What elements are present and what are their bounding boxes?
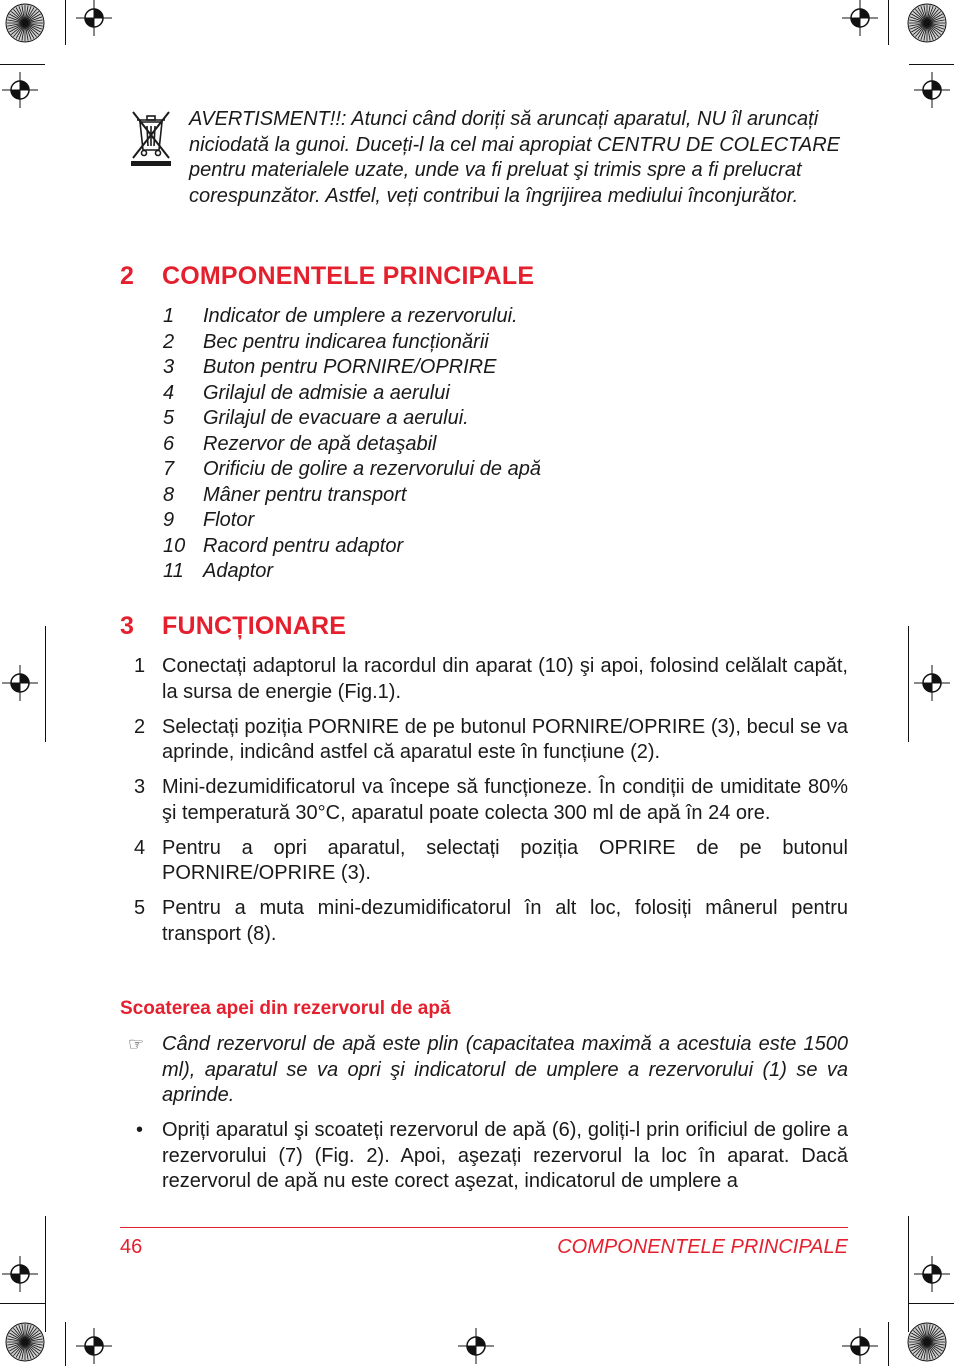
crop-line	[888, 1322, 889, 1366]
running-title: COMPONENTELE PRINCIPALE	[557, 1236, 848, 1258]
crop-line	[0, 64, 45, 65]
registration-starburst-icon	[5, 3, 45, 43]
bullet-icon: •	[136, 1119, 144, 1141]
list-item	[163, 381, 763, 407]
item-text: Rezervor de apă detaşabil	[203, 432, 437, 455]
note-text: Când rezervorul de apă este plin (capacitatea maximă a acestuia este 1500 ml), aparatul se va opri şi indicatorul de umplere a rezervorului (1) se va aprinde.	[162, 1033, 848, 1106]
list-item	[163, 483, 763, 509]
section-number: 3	[120, 612, 135, 640]
item-text: Racord pentru adaptor	[203, 534, 404, 557]
registration-crosshair-icon	[912, 1254, 952, 1294]
crop-line	[45, 626, 46, 742]
list-item	[163, 406, 763, 432]
list-item	[163, 534, 763, 560]
item-number: 9	[163, 509, 175, 531]
item-text: Orificiu de golire a rezervorului de apă	[203, 458, 541, 480]
registration-crosshair-icon	[456, 1326, 496, 1366]
components-list	[163, 304, 763, 585]
step-number: 5	[134, 897, 146, 919]
crop-line	[909, 64, 954, 65]
step-item	[120, 654, 848, 705]
crop-line	[909, 1303, 954, 1304]
registration-starburst-icon	[907, 1322, 947, 1362]
crop-line	[888, 0, 889, 45]
item-number: 10	[163, 534, 186, 557]
registration-crosshair-icon	[840, 1326, 880, 1366]
step-number: 1	[134, 655, 146, 677]
crop-line	[0, 1303, 45, 1304]
crop-line	[45, 1216, 46, 1332]
step-number: 4	[134, 836, 146, 859]
operation-steps	[120, 654, 848, 957]
item-text: Mâner pentru transport	[203, 483, 407, 506]
item-text: Adaptor	[203, 560, 274, 582]
item-number: 1	[163, 305, 175, 327]
item-number: 7	[163, 458, 175, 480]
list-item	[163, 330, 763, 356]
registration-starburst-icon	[907, 3, 947, 43]
item-number: 6	[163, 432, 175, 455]
list-item	[163, 355, 763, 381]
item-text: Grilajul de admisie a aerului	[203, 381, 450, 404]
item-number: 3	[163, 356, 175, 378]
list-item	[163, 508, 763, 534]
crop-line	[908, 1216, 909, 1332]
registration-starburst-icon	[5, 1322, 45, 1362]
item-text: Grilajul de evacuare a aerului.	[203, 407, 469, 429]
crossed-out-wheelie-bin-icon	[128, 108, 174, 168]
page-number: 46	[120, 1236, 143, 1258]
item-number: 2	[163, 330, 175, 353]
step-text: Conectați adaptorul la racordul din aparat (10) şi apoi, folosind celălalt capăt, la sursa de energie (Fig.1).	[162, 655, 848, 703]
item-number: 11	[163, 560, 184, 582]
crop-line	[65, 0, 66, 45]
item-text: Indicator de umplere a rezervorului.	[203, 305, 518, 327]
step-number: 2	[134, 715, 146, 738]
crop-line	[65, 1322, 66, 1366]
registration-crosshair-icon	[74, 0, 114, 38]
step-text: Pentru a opri aparatul, selectați poziția OPRIRE de pe butonul PORNIRE/OPRIRE (3).	[162, 836, 848, 884]
item-text: Bec pentru indicarea funcționării	[203, 330, 489, 353]
section-title: COMPONENTELE PRINCIPALE	[162, 262, 535, 290]
item-text: Buton pentru PORNIRE/OPRIRE	[203, 356, 497, 378]
item-number: 5	[163, 407, 175, 429]
tip-note	[120, 1032, 848, 1109]
step-item	[120, 715, 848, 766]
step-item	[120, 775, 848, 826]
step-text: Pentru a muta mini-dezumidificatorul în alt loc, folosiți mânerul pentru transport (8).	[162, 897, 848, 945]
pointing-hand-icon: ☞	[128, 1034, 145, 1054]
registration-crosshair-icon	[912, 70, 952, 110]
list-item	[163, 432, 763, 458]
item-number: 8	[163, 483, 175, 506]
step-number: 3	[134, 776, 146, 798]
item-text: Flotor	[203, 509, 255, 531]
list-item	[163, 457, 763, 483]
section-title: FUNCȚIONARE	[162, 612, 347, 640]
list-item	[163, 304, 763, 330]
crop-line	[908, 626, 909, 742]
list-item	[163, 559, 763, 585]
footer-divider	[120, 1227, 848, 1228]
step-item	[120, 896, 848, 947]
registration-crosshair-icon	[0, 70, 40, 110]
disposal-warning-text: AVERTISMENT!!: Atunci când doriți să aruncați aparatul, NU îl aruncați niciodată la gunoi. Duceți-l la cel mai apropiat CENTRU DE COLECTARE pentru materialele uzate, unde va fi preluat şi trimis spre a fi prelucrat corespunzător. Astfel, veți contribui la îngrijirea mediului înconjurător.	[189, 108, 840, 207]
registration-crosshair-icon	[840, 0, 880, 38]
bullet-item	[120, 1118, 848, 1195]
step-text: Mini-dezumidificatorul va începe să funcționeze. În condiții de umiditate 80% şi temperatură 30°C, aparatul poate colecta 300 ml de apă în 24 ore.	[162, 776, 848, 824]
item-number: 4	[163, 381, 175, 404]
bullet-text: Opriți aparatul şi scoateți rezervorul de apă (6), goliți-l prin orificiul de golire a rezervorului (7) (Fig. 2). Apoi, aşezați rezervorul la loc în aparat. Dacă rezervorul de apă nu este corect aşezat, indicatorul de umplere a	[162, 1119, 848, 1192]
subsection-heading: Scoaterea apei din rezervorul de apă	[120, 998, 451, 1019]
step-text: Selectați poziția PORNIRE de pe butonul PORNIRE/OPRIRE (3), becul se va aprinde, indicând astfel că aparatul este în funcțiune (2).	[162, 715, 848, 763]
step-item	[120, 836, 848, 887]
section-number: 2	[120, 262, 135, 290]
registration-crosshair-icon	[0, 663, 40, 703]
registration-crosshair-icon	[912, 663, 952, 703]
registration-crosshair-icon	[74, 1326, 114, 1366]
registration-crosshair-icon	[0, 1254, 40, 1294]
